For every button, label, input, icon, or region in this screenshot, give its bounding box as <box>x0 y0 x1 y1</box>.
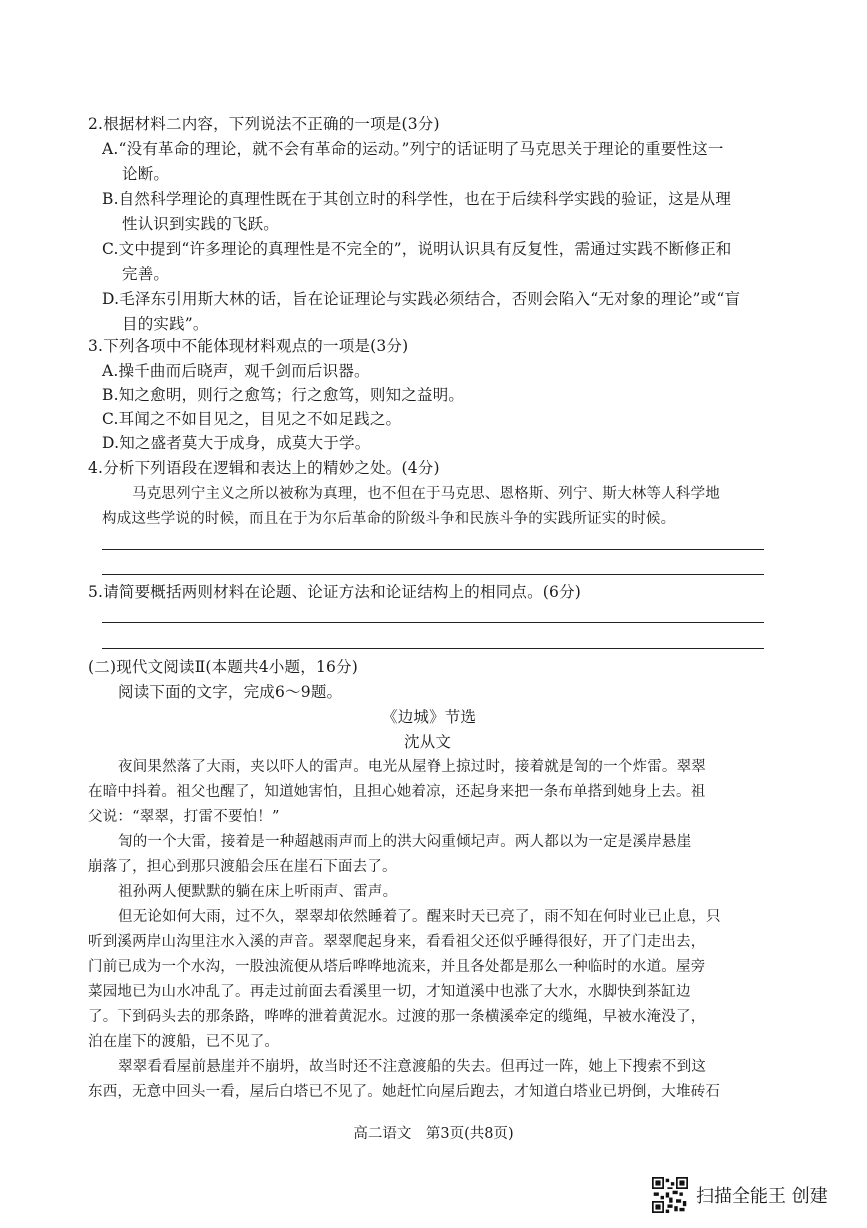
answer-line[interactable] <box>102 549 764 550</box>
passage-line: 翠翠看看屋前悬崖并不崩坍，故当时还不注意渡船的失去。但再过一阵，她上下搜索不到这 <box>118 1059 706 1075</box>
passage-author: 沈从文 <box>404 733 452 751</box>
section-instruction: 阅读下面的文字，完成6～9题。 <box>118 683 343 701</box>
q2-option-d-line2: 目的实践”。 <box>122 315 209 333</box>
q2-option-a-line1: A.“没有革命的理论，就不会有革命的运动。”列宁的话证明了马克思关于理论的重要性这一 <box>102 140 724 158</box>
q2-option-c-line1: C.文中提到“许多理论的真理性是不完全的”，说明认识具有反复性，需通过实践不断修正和 <box>102 240 732 258</box>
answer-line[interactable] <box>102 648 764 649</box>
passage-line: 泊在崖下的渡船，已不见了。 <box>88 1034 280 1050</box>
passage-line: 门前已成为一个水沟，一股浊流便从塔后哗哗地流来，并且各处都是那么一种临时的水道。屋旁 <box>88 959 706 975</box>
q2-option-b-line1: B.自然科学理论的真理性既在于其创立时的科学性，也在于后续科学实践的验证，这是从理 <box>102 190 732 208</box>
q4-passage-line1: 马克思列宁主义之所以被称为真理，也不但在于马克思、恩格斯、列宁、斯大林等人科学地 <box>132 486 720 502</box>
passage-line: 东西，无意中回头一看，屋后白塔已不见了。她赶忙向屋后跑去，才知道白塔业已坍倒，大堆砖石 <box>88 1084 721 1100</box>
q3-option-a: A.操千曲而后晓声，观千剑而后识器。 <box>102 362 370 380</box>
q3-stem: 3.下列各项中不能体现材料观点的一项是(3分) <box>88 337 409 355</box>
answer-line[interactable] <box>102 574 764 575</box>
passage-line: 祖孙两人便默默的躺在床上听雨声、雷声。 <box>118 884 398 900</box>
passage-line: 听到溪两岸山沟里注水入溪的声音。翠翠爬起身来，看看祖父还似乎睡得很好，开了门走出去， <box>88 934 706 950</box>
passage-line: 訇的一个大雷，接着是一种超越雨声而上的洪大闷重倾圮声。两人都以为一定是溪岸悬崖 <box>118 834 692 850</box>
answer-line[interactable] <box>102 622 764 623</box>
q2-stem: 2.根据材料二内容，下列说法不正确的一项是(3分) <box>88 115 440 133</box>
scanner-watermark: 扫描全能王 创建 <box>696 1186 828 1207</box>
section-heading: (二)现代文阅读Ⅱ(本题共4小题，16分) <box>88 658 359 676</box>
passage-line: 在暗中抖着。祖父也醒了，知道她害怕，且担心她着凉，还起身来把一条布单搭到她身上去。祖 <box>88 784 706 800</box>
q3-option-c: C.耳闻之不如目见之，目见之不如足践之。 <box>102 410 402 428</box>
passage-line: 夜间果然落了大雨，夹以吓人的雷声。电光从屋脊上掠过时，接着就是訇的一个炸雷。翠翠 <box>118 759 706 775</box>
q2-option-a-line2: 论断。 <box>122 165 170 183</box>
q3-option-b: B.知之愈明，则行之愈笃；行之愈笃，则知之益明。 <box>102 386 465 404</box>
qr-code-icon <box>652 1177 688 1213</box>
passage-line: 崩落了，担心到那只渡船会压在崖石下面去了。 <box>88 859 397 875</box>
q4-stem: 4.分析下列语段在逻辑和表达上的精妙之处。(4分) <box>88 459 440 477</box>
q2-option-b-line2: 性认识到实践的飞跃。 <box>122 215 280 233</box>
passage-line: 了。下到码头去的那条路，哗哗的泄着黄泥水。过渡的那一条横溪牵定的缆绳，早被水淹没了， <box>88 1009 706 1025</box>
passage-line: 父说：“翠翠，打雷不要怕！” <box>88 809 280 825</box>
passage-line: 菜园地已为山水冲乱了。再走过前面去看溪里一切，才知道溪中也涨了大水，水脚快到茶缸边 <box>88 984 691 1000</box>
page-footer: 高二语文 第3页(共8页) <box>353 1126 514 1142</box>
q2-option-c-line2: 完善。 <box>122 265 170 283</box>
q3-option-d: D.知之盛者莫大于成身，成莫大于学。 <box>102 434 371 452</box>
q2-option-d-line1: D.毛泽东引用斯大林的话，旨在论证理论与实践必须结合，否则会陷入“无对象的理论”或“盲 <box>102 290 741 308</box>
q5-stem: 5.请简要概括两则材料在论题、论证方法和论证结构上的相同点。(6分) <box>88 583 582 601</box>
passage-line: 但无论如何大雨，过不久，翠翠却依然睡着了。醒来时天已亮了，雨不知在何时业已止息，只 <box>118 909 721 925</box>
q4-passage-line2: 构成这些学说的时候，而且在于为尔后革命的阶级斗争和民族斗争的实践所证实的时候。 <box>102 511 676 527</box>
passage-title: 《边城》节选 <box>382 708 477 726</box>
